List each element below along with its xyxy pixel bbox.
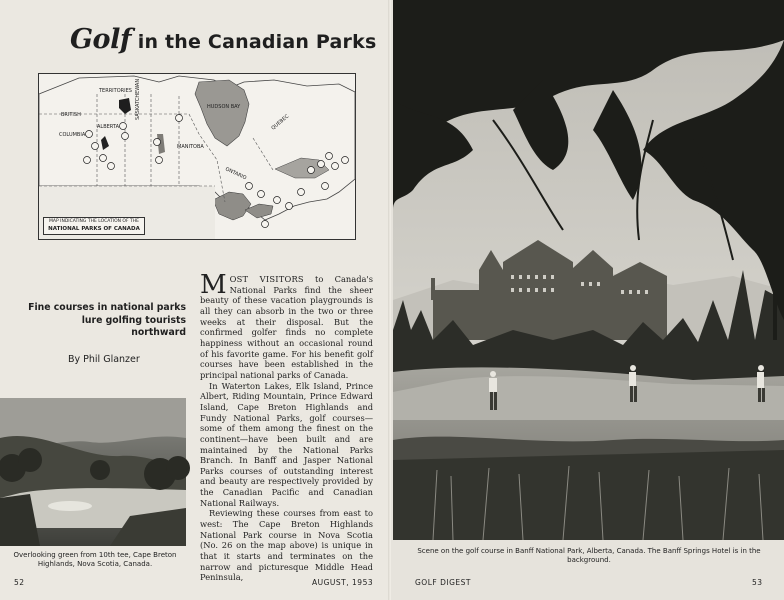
paragraph-1-text: to Canada's National Parks find the sheer beauty of these vacation playgrounds is all they can absorb in the two or three weeks at their disposal. But the confirmed golfer finds no complete happiness without an occasional round of his favorite game. For his benefit golf courses have been established in the principal national parks of Canada.	[200, 274, 373, 380]
drop-cap: M	[200, 270, 227, 300]
left-photo-caption: Overlooking green from 10th tee, Cape Breton Highlands, Nova Scotia, Canada.	[13, 551, 177, 568]
article-subtitle: Fine courses in national parks lure golfing tourists northward	[28, 302, 186, 338]
right-page-number: 53	[752, 578, 763, 587]
title-script-word: Golf	[70, 24, 131, 55]
map-label-saskatchewan: SASKATCHEWAN	[135, 78, 141, 120]
map-label-territories: TERRITORIES	[99, 88, 132, 94]
map-label-columbia: COLUMBIA	[59, 132, 86, 138]
map-label-ontario: ONTARIO	[224, 166, 248, 182]
left-page	[0, 0, 390, 600]
map-label-manitoba: MANITOBA	[177, 144, 204, 150]
map-label-alberta: ALBERTA	[97, 124, 119, 130]
issue-date: AUGUST, 1953	[312, 578, 374, 587]
national-parks-map	[38, 73, 356, 240]
left-page-number: 52	[14, 578, 25, 587]
magazine-name: GOLF DIGEST	[415, 578, 471, 587]
map-legend-title: NATIONAL PARKS OF CANADA	[48, 225, 140, 232]
title-rest: in the Canadian Parks	[130, 31, 377, 53]
article-title	[70, 24, 377, 55]
byline: By Phil Glanzer	[68, 354, 140, 365]
map-legend-small: MAP INDICATING THE LOCATION OF THE	[49, 219, 139, 225]
article-paragraph-1	[200, 270, 373, 381]
cape-breton-photo	[0, 398, 186, 546]
cape-breton-photo-drawing	[0, 398, 186, 546]
right-photo-caption: Scene on the golf course in Banff National Park, Alberta, Canada. The Banff Springs Hotel is in the background.	[417, 547, 761, 564]
canada-map-drawing	[39, 74, 355, 239]
article-paragraph-2: In Waterton Lakes, Elk Island, Prince Albert, Riding Mountain, Prince Edward Island, Cape Breton Highlands and Fundy National Parks, golf courses—some of them among the finest on the continent—have been built and are maintained by the National Parks Branch. In Banff and Jasper National Parks courses of outstanding interest and beauty are respectively provided by the Canadian Pacific and Canadian National Railways.	[200, 380, 373, 508]
banff-golf-photo	[393, 0, 784, 540]
map-label-quebec: QUEBEC	[270, 113, 291, 132]
map-label-hudson-bay: HUDSON BAY	[207, 104, 241, 110]
lead-caps: OST VISITORS	[229, 274, 304, 284]
article-paragraph-3: Reviewing these courses from east to west: The Cape Breton Highlands National Park course in Nova Scotia (No. 26 on the map above) is unique in that it starts and terminates on the narrow and picturesque Middle Head Peninsula,	[200, 508, 373, 583]
map-label-british: BRITISH	[61, 112, 81, 118]
banff-photo-drawing	[393, 0, 784, 540]
map-legend	[43, 217, 145, 235]
